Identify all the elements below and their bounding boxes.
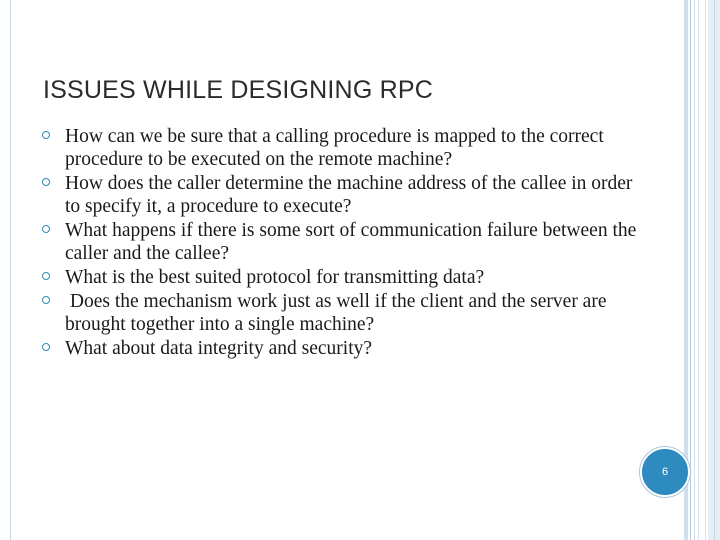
bullet-text: What about data integrity and security?: [65, 338, 373, 359]
list-item: [42, 290, 642, 336]
circle-bullet-icon: [42, 272, 50, 280]
circle-bullet-icon: [42, 296, 50, 304]
bullet-list: [42, 125, 642, 361]
right-decor-stripe: [690, 0, 691, 540]
bullet-text: How does the caller determine the machine address of the callee in order to specify it, a procedure to execute?: [65, 173, 633, 217]
bullet-text: What is the best suited protocol for transmitting data?: [65, 267, 485, 288]
right-decor-stripe: [698, 0, 706, 540]
bullet-text: Does the mechanism work just as well if the client and the server are brought together into a single machine?: [65, 291, 612, 335]
bullet-text: How can we be sure that a calling procedure is mapped to the correct procedure to be executed on the remote machine?: [65, 126, 604, 170]
left-frame-border: [0, 0, 11, 540]
circle-bullet-icon: [42, 178, 50, 186]
list-item: [42, 266, 642, 289]
circle-bullet-icon: [42, 225, 50, 233]
slide-title: ISSUES WHILE DESIGNING RPC: [43, 76, 433, 104]
circle-bullet-icon: [42, 343, 50, 351]
circle-bullet-icon: [42, 131, 50, 139]
list-item: [42, 125, 642, 171]
list-item: [42, 219, 642, 265]
bullet-text: What happens if there is some sort of communication failure between the caller and the callee?: [65, 220, 637, 264]
right-decor-stripe: [714, 0, 715, 540]
list-item: [42, 337, 642, 360]
page-number-badge: 6: [640, 447, 690, 497]
right-decor-stripe: [694, 0, 695, 540]
list-item: [42, 172, 642, 218]
